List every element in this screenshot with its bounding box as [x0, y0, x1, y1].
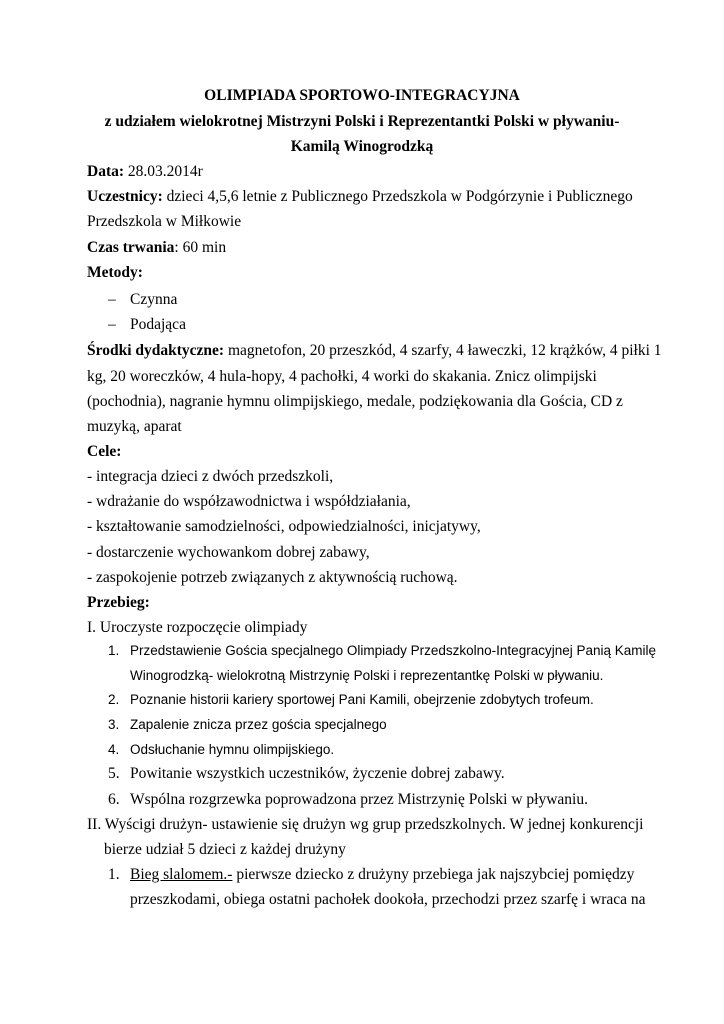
list-number: 4. — [108, 742, 120, 757]
document-subtitle: z udziałem wielokrotnej Mistrzyni Polski i Reprezentantki Polski w pływaniu- — [104, 113, 620, 130]
means-line: (pochodnia), nagranie hymnu olimpijskiego, medale, podziękowania dla Gościa, CD z — [87, 393, 623, 410]
methods-item-label: Czynna — [130, 291, 178, 308]
goal-item: - integracja dzieci z dwóch przedszkoli, — [87, 468, 334, 485]
list-item: Poznanie historii kariery sportowej Pani Kamili, obejrzenie zdobytych trofeum. — [130, 692, 594, 707]
goal-item: - dostarczenie wychowankom dobrej zabawy, — [87, 544, 370, 561]
list-item: Powitanie wszystkich uczestników, życzenie dobrej zabawy. — [130, 765, 505, 782]
list-item: Winogrodzką- wielokrotną Mistrzynię Polski i reprezentantkę Polski w pływaniu. — [130, 668, 604, 683]
date-value: 28.03.2014r — [124, 163, 203, 180]
list-number: 6. — [108, 791, 120, 808]
duration-label: Czas trwania — [87, 239, 175, 256]
methods-label: Metody: — [87, 264, 143, 281]
means-line: kg, 20 woreczków, 4 hula-hopy, 4 pachołki, 4 worki do skakania. Znicz olimpijski — [87, 368, 597, 385]
duration-value: : 60 min — [174, 239, 227, 256]
list-number: 1. — [108, 643, 120, 658]
section-heading: I. Uroczyste rozpoczęcie olimpiady — [87, 619, 308, 636]
participants-line: Uczestnicy: dzieci 4,5,6 letnie z Publicznego Przedszkola w Podgórzynie i Publicznego — [87, 188, 633, 205]
course-label: Przebieg: — [87, 594, 150, 611]
goal-item: - wdrażanie do współzawodnictwa i współdziałania, — [87, 493, 411, 510]
list-number: 3. — [108, 717, 120, 732]
list-number: 1. — [108, 866, 120, 883]
list-item: przeszkodami, obiega ostatni pachołek dookoła, przechodzi przez szarfę i wraca na — [130, 891, 646, 908]
list-item: Bieg slalomem.- pierwsze dziecko z drużyny przebiega jak najszybciej pomiędzy — [130, 866, 635, 883]
methods-item: – — [108, 316, 116, 333]
means-line: Środki dydaktyczne: magnetofon, 20 przeszkód, 4 szarfy, 4 ławeczki, 12 krążków, 4 piłki 1 — [87, 342, 662, 359]
participants-line-2: Przedszkola w Miłkowie — [87, 213, 242, 230]
goal-item: - kształtowanie samodzielności, odpowiedzialności, inicjatywy, — [87, 518, 481, 535]
date-line — [87, 162, 203, 182]
list-item: Wspólna rozgrzewka poprowadzona przez Mistrzynię Polski w pływaniu. — [130, 791, 588, 808]
section-heading-2: bierze udział 5 dzieci z każdej drużyny — [104, 841, 346, 858]
methods-item: – — [108, 291, 116, 308]
list-item: Zapalenie znicza przez gościa specjalnego — [130, 717, 387, 732]
date-label: Data: — [87, 163, 125, 180]
document-title: OLIMPIADA SPORTOWO-INTEGRACYJNA — [204, 87, 520, 104]
list-item: Przedstawienie Gościa specjalnego Olimpiady Przedszkolno-Integracyjnej Panią Kamilę — [130, 643, 657, 658]
list-item: Odsłuchanie hymnu olimpijskiego. — [130, 742, 335, 757]
list-number: 2. — [108, 692, 120, 707]
goal-item: - zaspokojenie potrzeb związanych z aktywnością ruchową. — [87, 569, 458, 586]
means-line: muzyką, aparat — [87, 418, 182, 435]
goals-label: Cele: — [87, 443, 122, 460]
section-heading: II. Wyścigi drużyn- ustawienie się drużyn wg grup przedszkolnych. W jednej konkurencji — [87, 816, 644, 833]
methods-item-label: Podająca — [130, 316, 186, 333]
participants-label: Uczestnicy: — [87, 188, 163, 205]
document-subtitle-name: Kamilą Winogrodzką — [290, 138, 434, 155]
race-title: Bieg slalomem.- — [130, 866, 233, 883]
duration-line — [87, 238, 226, 258]
means-label: Środki dydaktyczne: — [87, 342, 225, 359]
list-number: 5. — [108, 765, 120, 782]
